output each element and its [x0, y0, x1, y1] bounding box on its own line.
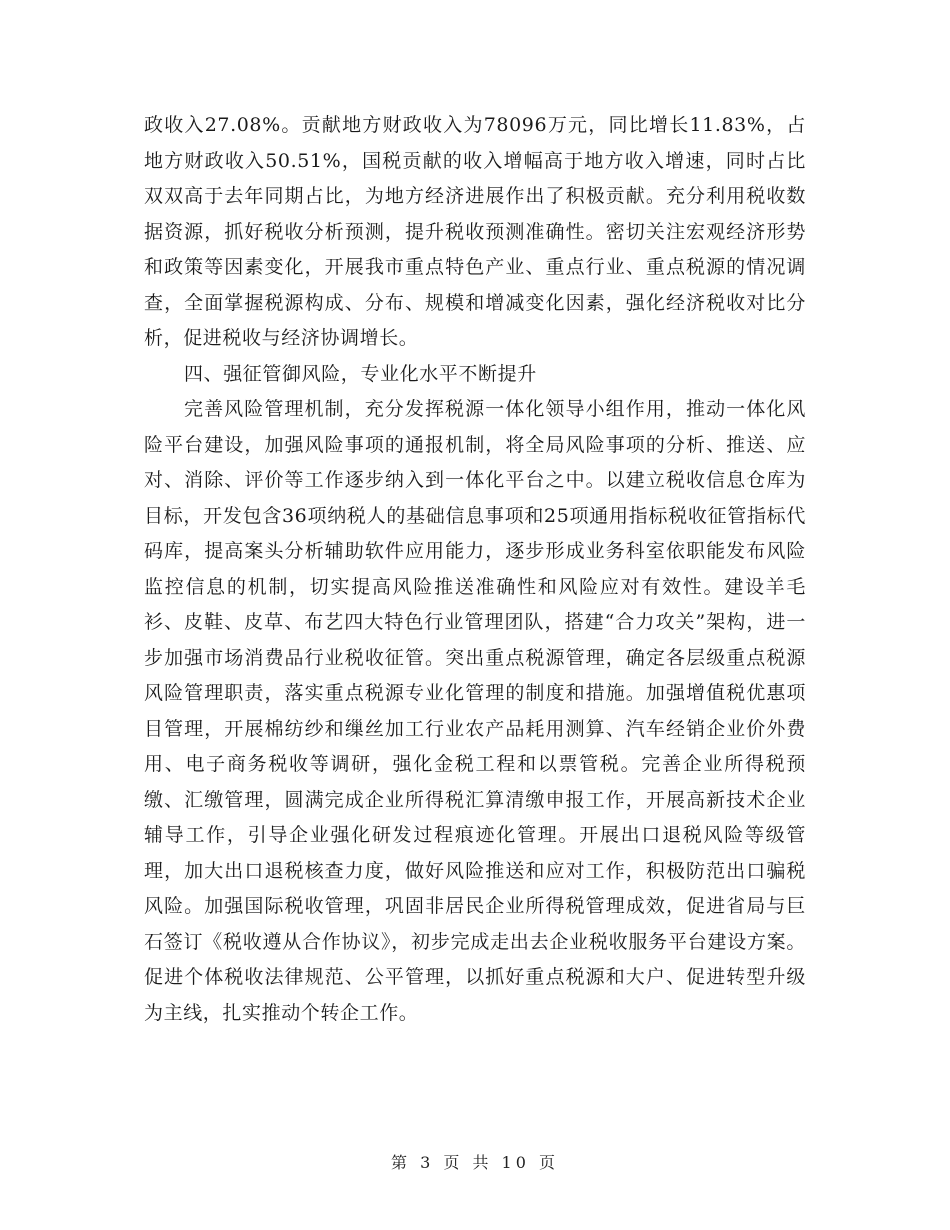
- page-footer: [0, 1150, 950, 1173]
- paragraph-risk-management: 完善风险管理机制，充分发挥税源一体化领导小组作用，推动一体化风险平台建设，加强风险事项的通报机制，将全局风险事项的分析、推送、应对、消除、评价等工作逐步纳入到一体化平台之中。以建立税收信息仓库为目标，开发包含36项纳税人的基础信息事项和25项通用指标税收征管指标代码库，提高案头分析辅助软件应用能力，逐步形成业务科室依职能发布风险监控信息的机制，切实提高风险推送准确性和风险应对有效性。建设羊毛衫、皮鞋、皮草、布艺四大特色行业管理团队，搭建“合力攻关”架构，进一步加强市场消费品行业税收征管。突出重点税源管理，确定各层级重点税源风险管理职责，落实重点税源专业化管理的制度和措施。加强增值税优惠项目管理，开展棉纺纱和缫丝加工行业农产品耗用测算、汽车经销企业价外费用、电子商务税收等调研，强化金税工程和以票管税。完善企业所得税预缴、汇缴管理，圆满完成企业所得税汇算清缴申报工作，开展高新技术企业辅导工作，引导企业强化研发过程痕迹化管理。开展出口退税风险等级管理，加大出口退税核查力度，做好风险推送和应对工作，积极防范出口骗税风险。加强国际税收管理，巩固非居民企业所得税管理成效，促进省局与巨石签订《税收遵从合作协议》，初步完成走出去企业税收服务平台建设方案。促进个体税收法律规范、公平管理，以抓好重点税源和大户、促进转型升级为主线，扎实推动个转企工作。: [144, 398, 806, 1024]
- document-body: [144, 108, 806, 1031]
- paragraph-fiscal-contribution: 政收入27.08%。贡献地方财政收入为78096万元，同比增长11.83%，占地方财政收入50.51%，国税贡献的收入增幅高于地方收入增速，同时占比双双高于去年同期占比，为地方经济进展作出了积极贡献。充分利用税收数据资源，抓好税收分析预测，提升税收预测准确性。密切关注宏观经济形势和政策等因素变化，开展我市重点特色产业、重点行业、重点税源的情况调查，全面掌握税源构成、分布、规模和增减变化因素，强化经济税收对比分析，促进税收与经济协调增长。: [144, 114, 806, 349]
- page-number: 第 3 页 共 10 页: [391, 1153, 559, 1172]
- section-heading: 四、强征管御风险，专业化水平不断提升: [184, 362, 537, 385]
